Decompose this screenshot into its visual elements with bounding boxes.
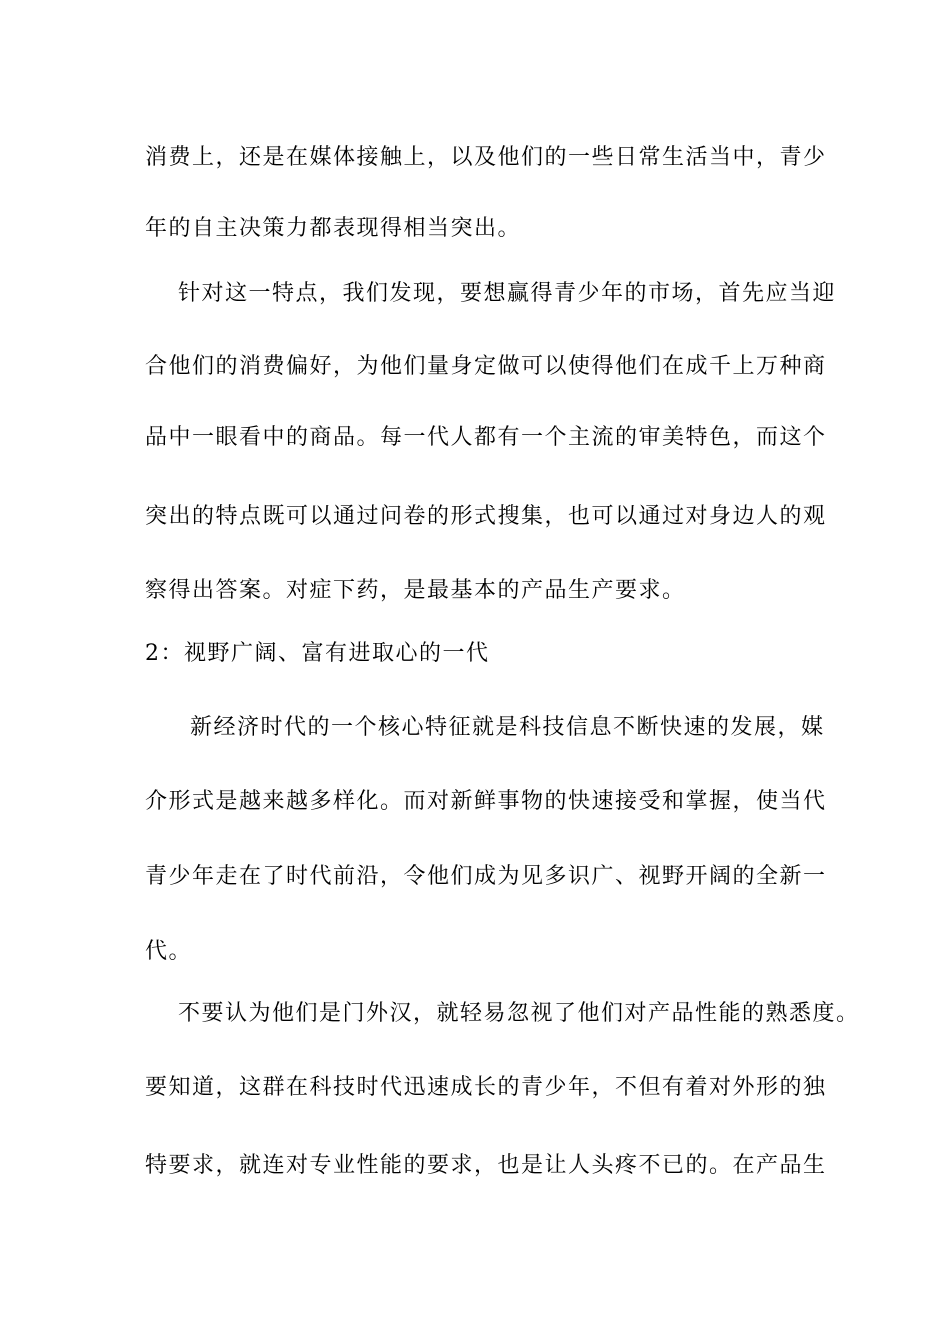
paragraph-line: 年的自主决策力都表现得相当突出。 — [145, 216, 522, 241]
paragraph-line: 代。 — [145, 939, 193, 964]
paragraph-line: 特要求，就连对专业性能的要求，也是让人头疼不已的。在产品生 — [145, 1153, 827, 1178]
paragraph-line: 针对这一特点，我们发现，要想赢得青少年的市场，首先应当迎 — [178, 281, 837, 306]
paragraph-line: 察得出答案。对症下药，是最基本的产品生产要求。 — [145, 578, 686, 603]
paragraph-line: 青少年走在了时代前沿，令他们成为见多识广、视野开阔的全新一 — [145, 864, 827, 889]
paragraph-line: 消费上，还是在媒体接触上，以及他们的一些日常生活当中，青少 — [145, 145, 827, 170]
paragraph-line: 介形式是越来越多样化。而对新鲜事物的快速接受和掌握，使当代 — [145, 789, 827, 814]
paragraph-line: 合他们的消费偏好，为他们量身定做可以使得他们在成千上万种商 — [145, 354, 827, 379]
paragraph-line: 突出的特点既可以通过问卷的形式搜集，也可以通过对身边人的观 — [145, 504, 827, 529]
paragraph-line: 不要认为他们是门外汉，就轻易忽视了他们对产品性能的熟悉度。 — [178, 1001, 860, 1026]
section-heading: 2：视野广阔、富有进取心的一代 — [145, 641, 490, 666]
paragraph-line: 新经济时代的一个核心特征就是科技信息不断快速的发展，媒 — [190, 715, 825, 740]
paragraph-line: 要知道，这群在科技时代迅速成长的青少年，不但有着对外形的独 — [145, 1075, 827, 1100]
paragraph-line: 品中一眼看中的商品。每一代人都有一个主流的审美特色，而这个 — [145, 425, 827, 450]
